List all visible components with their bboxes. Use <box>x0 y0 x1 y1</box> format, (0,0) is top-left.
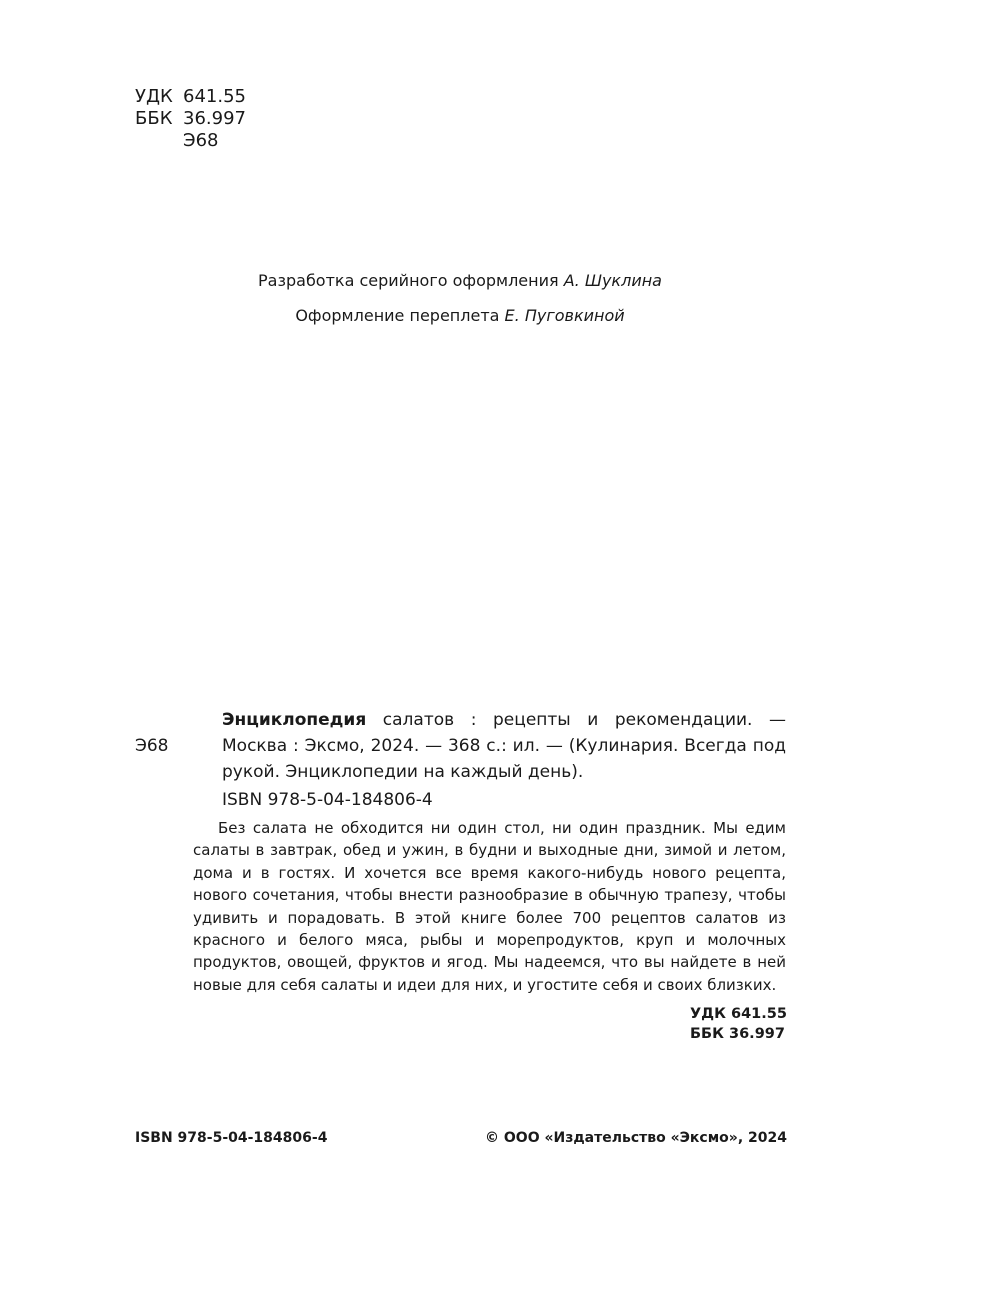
biblio-author-mark: Э68 <box>135 736 169 756</box>
annotation-text: Без салата не обходится ни один стол, ни один праздник. Мы едим салаты в завтрак, обед и ужин, в будни и выходные дни, зимой и летом, дома и в гостях. И хочется все время какого-нибудь нового рецепта, нового сочетания, чтобы внести разнообразие в обычную трапезу, чтобы удивить и порадовать. В этой книге более 700 рецептов салатов из красного и белого мяса, рыбы и морепродуктов, круп и молочных продуктов, овощей, фруктов и ягод. Мы надеемся, что вы найдете в ней новые для себя салаты и идеи для них, и угостите себя и своих близких. <box>193 819 786 994</box>
author-mark-row <box>135 130 246 152</box>
udk-row <box>135 86 246 108</box>
book-title: Энциклопедия <box>222 710 367 730</box>
series-design-credit <box>0 271 920 290</box>
bbk-value: 36.997 <box>183 108 246 129</box>
author-mark: Э68 <box>183 130 219 151</box>
footer-isbn: ISBN 978-5-04-184806-4 <box>135 1130 328 1146</box>
biblio-isbn: ISBN 978-5-04-184806-4 <box>222 790 433 810</box>
bbk-label: ББК <box>135 108 173 129</box>
bottom-bbk: ББК 36.997 <box>690 1026 785 1042</box>
classification-codes <box>135 86 246 152</box>
footer-copyright: © ООО «Издательство «Эксмо», 2024 <box>485 1130 787 1146</box>
bottom-codes <box>690 1004 787 1044</box>
biblio-details: салатов : рецепты и рекомендации. — Москва : Эксмо, 2024. — 368 с.: ил. — (Кулинария. Всегда под рукой. Энциклопедии на каждый день). <box>222 710 786 782</box>
series-design-label: Разработка серийного оформления <box>258 271 559 290</box>
bbk-row <box>135 108 246 130</box>
series-design-name: А. Шуклина <box>563 271 662 290</box>
cover-design-name: Е. Пуговкиной <box>504 306 625 325</box>
udk-label: УДК <box>135 86 173 107</box>
bottom-udk: УДК 641.55 <box>690 1006 787 1022</box>
udk-value: 641.55 <box>183 86 246 107</box>
cover-design-credit <box>0 306 920 325</box>
cover-design-label: Оформление переплета <box>295 306 500 325</box>
annotation <box>193 817 786 996</box>
bibliographic-description <box>222 707 786 785</box>
